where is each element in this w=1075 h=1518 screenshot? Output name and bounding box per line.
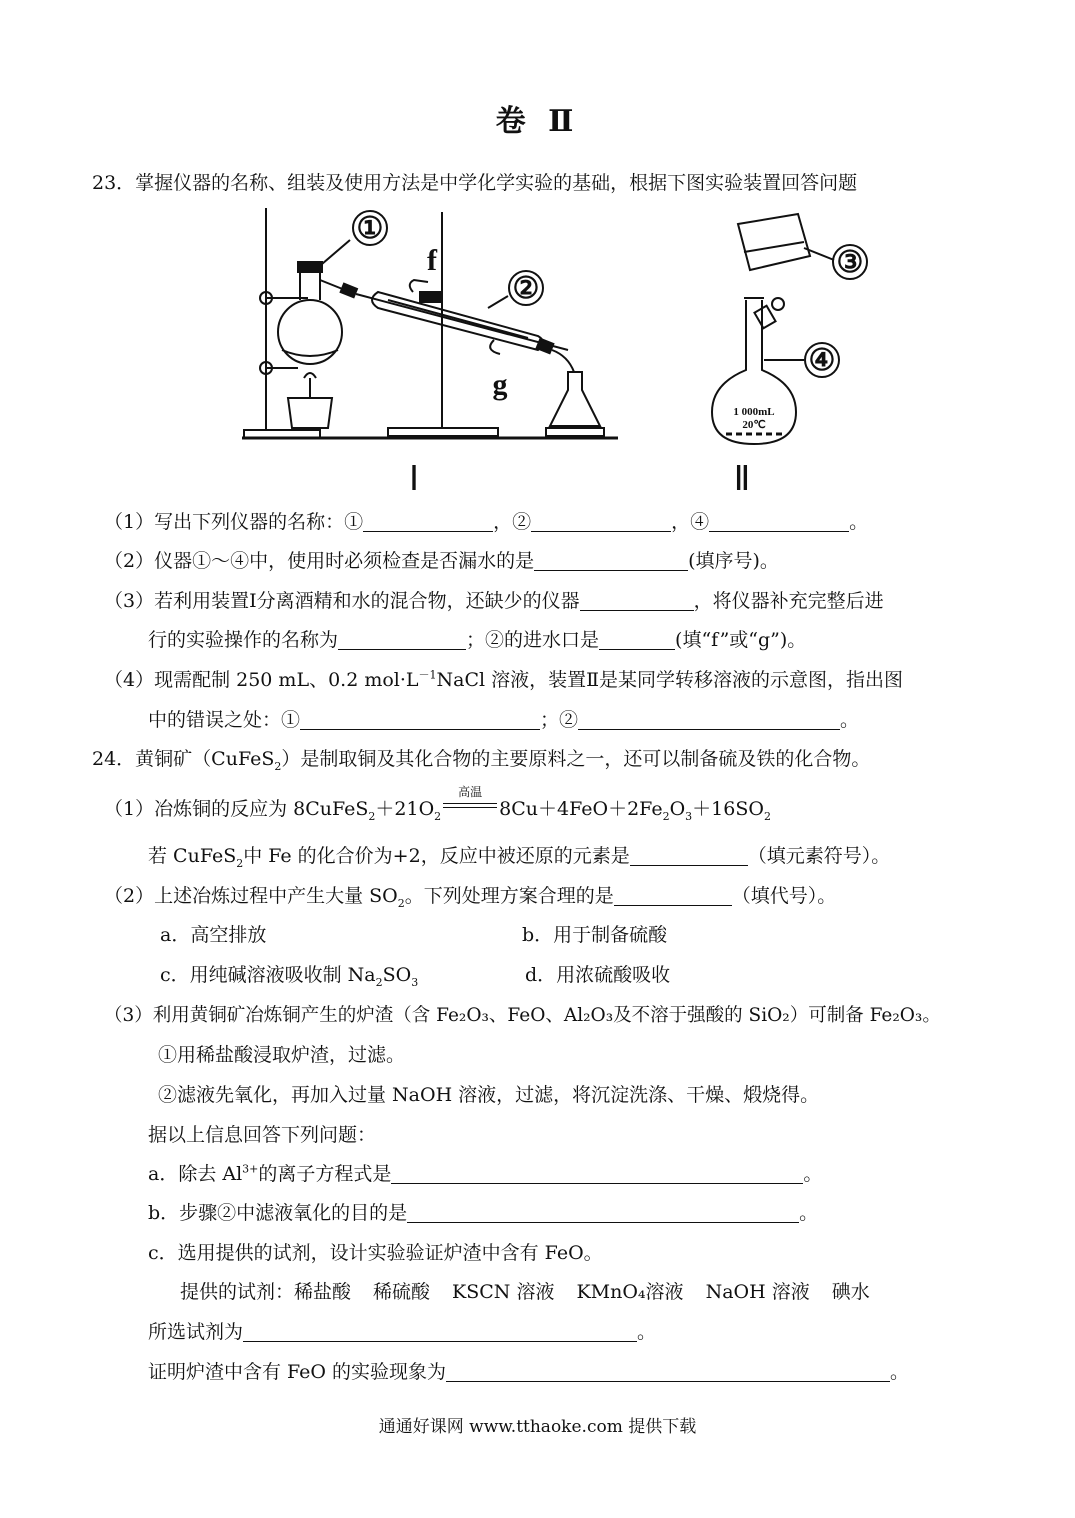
q24-prompt: 据以上信息回答下列问题： — [148, 1124, 377, 1146]
reagent-item: 稀盐酸 — [294, 1281, 352, 1303]
q23-part3-line2: 行的实验操作的名称为 ；②的进水口是 (填“f”或“g”)。 — [148, 629, 807, 651]
apparatus-II-label: Ⅱ — [733, 461, 751, 498]
q24-step1: ①用稀盐酸浸取炉渣，过滤。 — [158, 1044, 406, 1066]
reaction-condition: 高温 — [441, 795, 499, 817]
answer-blank[interactable] — [709, 509, 849, 532]
answer-blank[interactable] — [300, 707, 540, 730]
experiment-phenomenon: 证明炉渣中含有 FeO 的实验现象为 。 — [148, 1361, 910, 1383]
label-f: f — [427, 244, 437, 277]
distilling-flask — [278, 300, 342, 364]
label-2: ② — [512, 272, 540, 305]
answer-blank[interactable] — [614, 883, 732, 906]
receiving-flask — [550, 372, 600, 426]
q24-equation: （1）冶炼铜的反应为 $8CuFeS_2+21O_2$ 高温 $8Cu+4FeO+2Fe_2O_3+16SO_2$ — [104, 785, 771, 823]
answer-blank[interactable] — [531, 509, 671, 532]
option-a: a．高空排放 — [160, 924, 267, 946]
answer-blank[interactable] — [630, 843, 748, 866]
option-b: b．用于制备硫酸 — [522, 924, 668, 946]
label-3: ③ — [836, 246, 864, 279]
label-1: ① — [356, 212, 384, 245]
q23-part4-line1: （4）现需配制 250 mL、0.2 $mol\cdot L^{-1}NaCl$ 溶液，装置Ⅱ是某同学转移溶液的示意图，指出图 — [104, 668, 904, 691]
q23-stem: 23．掌握仪器的名称、组装及使用方法是中学化学实验的基础，根据下图实验装置回答问题 — [92, 172, 858, 194]
q24-sub-a: a．除去 $Al^{3+}$的离子方程式是 。 — [148, 1162, 823, 1185]
page-title: 卷 Ⅱ — [495, 104, 580, 139]
option-d: d．用浓硫酸吸收 — [525, 964, 671, 986]
q24-part3: （3）利用黄铜矿冶炼铜产生的炉渣（含 Fe₂O₃、FeO、Al₂O₃及不溶于强酸的 SiO₂）可制备 Fe₂O₃。 — [104, 1005, 941, 1026]
q23-part1: （1）写出下列仪器的名称：① ，② ，④ 。 — [104, 511, 869, 533]
answer-blank[interactable] — [599, 627, 675, 650]
page-footer: 通通好课网 www.tthaoke.com 提供下载 — [378, 1417, 697, 1437]
option-c: c．用纯碱溶液吸收制 $Na_2SO_3$ — [160, 964, 419, 989]
q24-step2: ②滤液先氧化，再加入过量 NaOH 溶液，过滤，将沉淀洗涤、干燥、煅烧得。 — [158, 1084, 820, 1106]
reagent-item: KSCN 溶液 — [452, 1281, 555, 1303]
flask-temp-label: 20℃ — [742, 419, 766, 431]
flask-volume-label: 1 000mL — [733, 406, 775, 418]
answer-blank[interactable] — [243, 1319, 637, 1342]
answer-blank[interactable] — [578, 707, 840, 730]
q23-part2: （2）仪器①～④中，使用时必须检查是否漏水的是 (填序号)。 — [104, 550, 779, 572]
label-4: ④ — [808, 344, 836, 377]
answer-blank[interactable] — [363, 509, 493, 532]
q24-part1-line2: 若 CuFeS$_2$中 Fe 的化合价为+2，反应中被还原的元素是 （填元素符号）。 — [148, 845, 891, 870]
q24-stem: 24．黄铜矿（CuFeS$_2$）是制取铜及其化合物的主要原料之一，还可以制备硫及铁的化合物。 — [92, 748, 871, 773]
apparatus-figure — [238, 200, 898, 500]
answer-blank[interactable] — [534, 548, 688, 571]
reagent-item: 碘水 — [831, 1281, 870, 1303]
q23-part4-line2: 中的错误之处：① ；② 。 — [148, 709, 860, 731]
reagent-item: KMnO₄溶液 — [576, 1281, 684, 1303]
answer-blank[interactable] — [338, 627, 466, 650]
label-g: g — [492, 368, 508, 401]
chosen-reagents: 所选试剂为 。 — [148, 1321, 657, 1343]
reagent-item: NaOH 溶液 — [705, 1281, 810, 1303]
answer-blank[interactable] — [446, 1359, 890, 1382]
q24-part2: （2）上述冶炼过程中产生大量 $SO_2$。下列处理方案合理的是 （填代号）。 — [104, 885, 837, 910]
reagent-item: 稀硫酸 — [373, 1281, 431, 1303]
answer-blank[interactable] — [580, 588, 694, 611]
answer-blank[interactable] — [391, 1161, 803, 1184]
q24-sub-b: b．步骤②中滤液氧化的目的是 。 — [148, 1202, 819, 1224]
apparatus-I-label: Ⅰ — [408, 461, 420, 498]
reagents-list: 提供的试剂：稀盐酸 稀硫酸 KSCN 溶液 KMnO₄溶液 NaOH 溶液 碘水 — [180, 1281, 870, 1303]
q24-sub-c: c．选用提供的试剂，设计实验验证炉渣中含有 FeO。 — [148, 1242, 603, 1264]
answer-blank[interactable] — [407, 1200, 799, 1223]
q23-part3-line1: （3）若利用装置Ⅰ分离酒精和水的混合物，还缺少的仪器 ，将仪器补充完整后进 — [104, 590, 884, 612]
